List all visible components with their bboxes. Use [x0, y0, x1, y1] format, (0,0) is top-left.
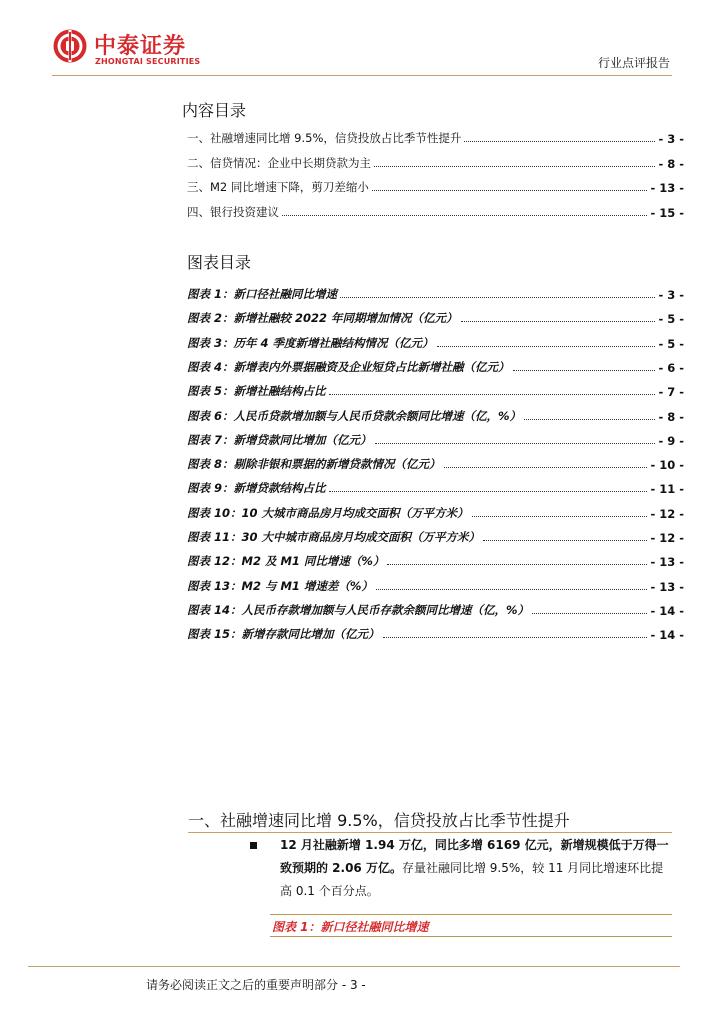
- toc-dot-leader: [329, 491, 648, 492]
- figure-caption: 图表 1：新口径社融同比增速: [272, 920, 429, 934]
- toc-content-entry[interactable]: [187, 177, 684, 195]
- toc-entry-page: - 12 -: [650, 531, 684, 545]
- toc-dot-leader: [282, 215, 647, 216]
- toc-dot-leader: [437, 346, 656, 347]
- toc-dot-leader: [387, 564, 647, 565]
- zhongtai-logo-icon: [52, 28, 88, 64]
- toc-entry-label: 图表 6：人民币贷款增加额与人民币贷款余额同比增速（亿，%）: [187, 408, 522, 423]
- toc-entry-label: 图表 5：新增社融结构占比: [187, 384, 326, 399]
- logo-chinese-name: 中泰证券: [94, 34, 187, 59]
- toc-dot-leader: [464, 141, 655, 142]
- figure-caption-top-rule: [270, 914, 672, 915]
- toc-dot-leader: [376, 589, 648, 590]
- toc-figure-entry[interactable]: [187, 454, 684, 472]
- toc-figures-title: 图表目录: [187, 253, 252, 272]
- toc-dot-leader: [374, 166, 655, 167]
- toc-figure-entry[interactable]: [187, 527, 684, 545]
- toc-entry-label: 图表 1：新口径社融同比增速: [187, 287, 338, 301]
- toc-entry-page: - 14 -: [650, 628, 684, 643]
- toc-entry-page: - 11 -: [650, 482, 684, 497]
- toc-entry-page: - 8 -: [658, 156, 684, 171]
- paragraph-text: 存量社融同比增 9.5%，较 11 月同比增速环比提高 0.1 个百分点。: [280, 861, 664, 898]
- toc-entry-label: 三、M2 同比增速下降，剪刀差缩小: [187, 180, 369, 194]
- toc-entry-label: 图表 14：人民币存款增加额与人民币存款余额同比增速（亿，%）: [187, 602, 530, 617]
- toc-figure-entry[interactable]: [187, 624, 684, 642]
- toc-entry-page: - 9 -: [658, 433, 684, 448]
- toc-dot-leader: [513, 370, 656, 371]
- toc-figure-entry[interactable]: [187, 406, 684, 424]
- toc-figure-entry[interactable]: [187, 430, 684, 448]
- toc-entry-page: - 5 -: [658, 312, 684, 327]
- toc-entry-page: - 3 -: [658, 288, 684, 302]
- toc-content-entry[interactable]: [187, 153, 684, 171]
- toc-figure-entry[interactable]: [187, 308, 684, 326]
- toc-dot-leader: [483, 540, 647, 541]
- company-logo: [52, 28, 222, 72]
- toc-figure-entry[interactable]: [187, 503, 684, 521]
- toc-entry-page: - 8 -: [658, 409, 684, 424]
- toc-dot-leader: [375, 443, 656, 444]
- toc-entry-label: 图表 13：M2 与 M1 增速差（%）: [187, 578, 373, 593]
- toc-entry-label: 图表 8：剔除非银和票据的新增贷款情况（亿元）: [187, 457, 441, 472]
- toc-entry-label: 图表 2：新增社融较 2022 年同期增加情况（亿元）: [187, 311, 458, 326]
- toc-figure-entry[interactable]: [187, 357, 684, 375]
- toc-figure-entry[interactable]: [187, 551, 684, 569]
- toc-dot-leader: [340, 297, 655, 298]
- figure-caption-bottom-rule: [270, 936, 672, 937]
- toc-entry-page: - 15 -: [650, 205, 684, 220]
- toc-dot-leader: [532, 613, 647, 614]
- toc-entry-label: 图表 12：M2 及 M1 同比增速（%）: [187, 554, 385, 569]
- toc-entry-label: 图表 9：新增贷款结构占比: [187, 481, 326, 496]
- toc-entry-page: - 12 -: [650, 506, 684, 521]
- toc-entry-page: - 7 -: [658, 385, 684, 400]
- toc-entry-label: 图表 11：30 大中城市商品房月均成交面积（万平方米）: [187, 530, 481, 544]
- toc-dot-leader: [383, 637, 648, 638]
- section-paragraph: [280, 834, 672, 903]
- paragraph-bold-text: 12 月社融新增 1.94 万亿，同比多增 6169 亿元，新增规模低于万得一致预期的 2.06 万亿。: [280, 838, 669, 875]
- toc-dot-leader: [524, 419, 655, 420]
- logo-english-name: ZHONGTAI SECURITIES: [95, 57, 201, 66]
- footer-disclaimer: 请务必阅读正文之后的重要声明部分 - 3 -: [146, 978, 366, 992]
- header-divider: [52, 75, 672, 76]
- toc-content-title: 内容目录: [182, 101, 247, 120]
- toc-figure-entry[interactable]: [187, 284, 684, 302]
- toc-entry-page: - 14 -: [650, 603, 684, 618]
- toc-dot-leader: [329, 394, 656, 395]
- toc-entry-page: - 5 -: [658, 336, 684, 351]
- toc-dot-leader: [461, 321, 656, 322]
- section-heading: 一、社融增速同比增 9.5%，信贷投放占比季节性提升: [188, 811, 570, 830]
- toc-entry-page: - 13 -: [650, 181, 684, 195]
- toc-dot-leader: [472, 516, 648, 517]
- toc-entry-label: 图表 4：新增表内外票据融资及企业短贷占比新增社融（亿元）: [187, 359, 510, 374]
- toc-entry-label: 二、信贷情况：企业中长期贷款为主: [187, 155, 371, 170]
- toc-entry-label: 图表 15：新增存款同比增加（亿元）: [187, 627, 380, 642]
- toc-entry-label: 图表 3：历年 4 季度新增社融结构情况（亿元）: [187, 335, 434, 350]
- toc-figure-entry[interactable]: [187, 333, 684, 351]
- toc-entry-label: 一、社融增速同比增 9.5%，信贷投放占比季节性提升: [187, 131, 462, 145]
- toc-figure-entry[interactable]: [187, 600, 684, 618]
- toc-entry-label: 图表 10：10 大城市商品房月均成交面积（万平方米）: [187, 505, 469, 520]
- toc-entry-page: - 10 -: [650, 458, 684, 473]
- toc-entry-label: 四、银行投资建议: [187, 204, 279, 219]
- toc-content-entry[interactable]: [187, 202, 684, 220]
- footer-divider: [28, 966, 680, 967]
- section-divider: [188, 832, 672, 833]
- toc-entry-page: - 3 -: [658, 132, 684, 146]
- bullet-icon: [250, 842, 257, 849]
- toc-content-entry[interactable]: [187, 128, 684, 146]
- toc-dot-leader: [372, 190, 648, 191]
- toc-entry-label: 图表 7：新增贷款同比增加（亿元）: [187, 432, 372, 447]
- toc-figure-entry[interactable]: [187, 478, 684, 496]
- toc-entry-page: - 13 -: [650, 579, 684, 594]
- report-type: 行业点评报告: [597, 56, 670, 70]
- toc-dot-leader: [444, 467, 648, 468]
- toc-entry-page: - 13 -: [650, 555, 684, 570]
- toc-entry-page: - 6 -: [658, 360, 684, 375]
- toc-figure-entry[interactable]: [187, 576, 684, 594]
- toc-figure-entry[interactable]: [187, 381, 684, 399]
